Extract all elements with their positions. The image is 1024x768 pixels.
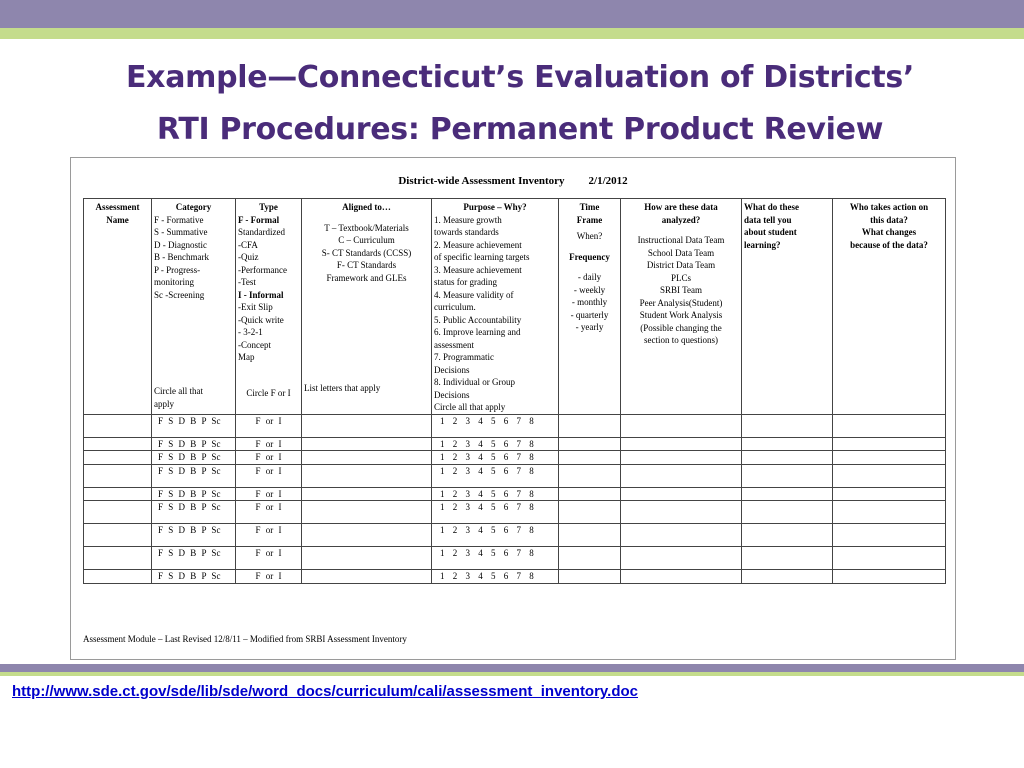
row-cell	[621, 487, 742, 501]
row-cell	[833, 414, 946, 437]
analyzed-item: District Data Team	[646, 260, 716, 270]
row-cell	[559, 547, 621, 570]
row-category-options: F S D B P Sc	[152, 414, 236, 437]
analyzed-list	[623, 234, 739, 347]
row-cell	[742, 451, 833, 465]
bottom-band	[0, 664, 1024, 672]
row-purpose-options: 1 2 3 4 5 6 7 8	[432, 501, 559, 524]
purpose-item: towards standards	[434, 227, 499, 237]
row-cell	[84, 570, 152, 584]
row-cell	[833, 547, 946, 570]
row-cell	[742, 524, 833, 547]
header-row	[84, 199, 946, 415]
col-time-frame: Time Frame When? Frequency - daily - weekly - monthly - quarterly - yearly	[559, 199, 621, 415]
purpose-item: Decisions	[434, 364, 470, 375]
aligned-item: F- CT Standards	[336, 260, 397, 270]
row-cell	[742, 437, 833, 451]
row-purpose-options: 1 2 3 4 5 6 7 8	[432, 524, 559, 547]
row-cell	[302, 451, 432, 465]
purpose-item: of specific learning targets	[434, 252, 530, 262]
row-cell	[621, 414, 742, 437]
row-cell	[833, 464, 946, 487]
purpose-list	[434, 214, 556, 402]
row-cell	[302, 501, 432, 524]
type-item: Standardized	[238, 227, 285, 237]
col-aligned: Aligned to… T – Textbook/Materials C – Curriculum S- CT Standards (CCSS) F- CT Standards Framework and GLEs List letters that apply	[302, 199, 432, 415]
purpose-item: 1. Measure growth	[434, 214, 502, 225]
table-row	[84, 437, 946, 451]
col-what-tell: What do these data tell you about student learning?	[742, 199, 833, 415]
source-link[interactable]: http://www.sde.ct.gov/sde/lib/sde/word_docs/curriculum/cali/assessment_inventory.doc	[12, 683, 639, 700]
row-type-options: F or I	[236, 547, 302, 570]
row-cell	[833, 487, 946, 501]
purpose-item: 4. Measure validity of	[434, 289, 514, 300]
row-category-options: F S D B P Sc	[152, 570, 236, 584]
row-cell	[833, 451, 946, 465]
row-purpose-options: 1 2 3 4 5 6 7 8	[432, 464, 559, 487]
type-item: - 3-2-1	[238, 327, 263, 337]
assessment-inventory-table	[83, 198, 946, 584]
row-cell	[84, 524, 152, 547]
table-row	[84, 547, 946, 570]
time-item: - monthly	[571, 297, 608, 307]
col-category: Category F - Formative S - Summative D - Diagnostic B - Benchmark P - Progress- monitoring Sc -Screening Circle all that apply	[152, 199, 236, 415]
row-type-options: F or I	[236, 487, 302, 501]
slide-title-line-2: RTI Procedures: Permanent Product Review	[156, 112, 884, 147]
time-list	[561, 230, 618, 334]
type-item: -CFA	[238, 239, 258, 250]
row-cell	[84, 547, 152, 570]
row-cell	[559, 487, 621, 501]
category-list	[154, 214, 233, 302]
top-band	[0, 0, 1024, 28]
aligned-list	[304, 222, 429, 285]
row-category-options: F S D B P Sc	[152, 501, 236, 524]
slide-title-line-1: Example—Connecticut’s Evaluation of Districts’	[125, 60, 915, 95]
row-cell	[742, 570, 833, 584]
row-cell	[84, 414, 152, 437]
time-item: - daily	[577, 272, 602, 282]
analyzed-item: Student Work Analysis	[639, 310, 723, 320]
row-cell	[742, 414, 833, 437]
inventory-rows	[84, 414, 946, 583]
row-cell	[742, 501, 833, 524]
row-cell	[559, 570, 621, 584]
row-purpose-options: 1 2 3 4 5 6 7 8	[432, 451, 559, 465]
row-cell	[833, 437, 946, 451]
row-cell	[84, 464, 152, 487]
aligned-item: Framework and GLEs	[326, 272, 407, 283]
row-type-options: F or I	[236, 437, 302, 451]
category-item: Sc -Screening	[154, 289, 205, 300]
aligned-item: C – Curriculum	[338, 235, 395, 245]
row-cell	[302, 570, 432, 584]
row-cell	[559, 501, 621, 524]
row-category-options: F S D B P Sc	[152, 451, 236, 465]
category-item: P - Progress-	[154, 264, 201, 275]
row-cell	[621, 547, 742, 570]
category-item: D - Diagnostic	[154, 239, 207, 250]
analyzed-item: (Possible changing the	[640, 322, 722, 333]
aligned-item: T – Textbook/Materials	[324, 222, 409, 233]
purpose-item: curriculum.	[434, 302, 476, 312]
category-item: monitoring	[154, 277, 194, 287]
table-row	[84, 501, 946, 524]
col-type: Type F - Formal Standardized -CFA -Quiz -Performance -Test I - Informal -Exit Slip -Quick write - 3-2-1 -Concept Map Circle F or I	[236, 199, 302, 415]
time-item: Frequency	[569, 251, 610, 262]
row-type-options: F or I	[236, 451, 302, 465]
row-cell	[621, 524, 742, 547]
type-item: -Test	[238, 277, 256, 287]
type-item: F - Formal	[238, 214, 280, 225]
top-accent-band	[0, 28, 1024, 39]
purpose-item: 8. Individual or Group	[434, 377, 515, 387]
row-category-options: F S D B P Sc	[152, 437, 236, 451]
row-cell	[559, 464, 621, 487]
row-type-options: F or I	[236, 524, 302, 547]
aligned-item: S- CT Standards (CCSS)	[321, 247, 412, 258]
table-row	[84, 464, 946, 487]
analyzed-item: PLCs	[670, 272, 691, 283]
row-cell	[621, 464, 742, 487]
table-row	[84, 487, 946, 501]
purpose-item: 7. Programmatic	[434, 352, 494, 362]
row-type-options: F or I	[236, 570, 302, 584]
row-cell	[833, 524, 946, 547]
row-cell	[84, 501, 152, 524]
time-item: When?	[576, 231, 603, 241]
row-category-options: F S D B P Sc	[152, 487, 236, 501]
row-cell	[621, 451, 742, 465]
table-row	[84, 570, 946, 584]
row-cell	[742, 487, 833, 501]
row-cell	[84, 437, 152, 451]
row-purpose-options: 1 2 3 4 5 6 7 8	[432, 414, 559, 437]
document-footer: Assessment Module – Last Revised 12/8/11 – Modified from SRBI Assessment Inventory	[83, 634, 407, 644]
type-item: -Concept	[238, 339, 271, 350]
row-category-options: F S D B P Sc	[152, 464, 236, 487]
time-item: - yearly	[575, 322, 604, 332]
type-item: -Quiz	[238, 252, 259, 262]
col-purpose: Purpose – Why? 1. Measure growth towards standards 2. Measure achievement of specific learning targets 3. Measure achievement status for grading 4. Measure validity of curriculum. 5. Public Accountability 6. Improve learning and assessment 7. Programmatic Decisions 8. Individual or Group Decisions Circle all that apply	[432, 199, 559, 415]
table-row	[84, 524, 946, 547]
row-cell	[833, 501, 946, 524]
time-item: - weekly	[573, 284, 606, 295]
time-item: - quarterly	[570, 309, 609, 320]
row-cell	[833, 570, 946, 584]
purpose-item: 3. Measure achievement	[434, 264, 522, 275]
col-assessment-name: Assessment Name	[84, 199, 152, 415]
row-cell	[302, 437, 432, 451]
row-category-options: F S D B P Sc	[152, 524, 236, 547]
row-cell	[742, 464, 833, 487]
type-item: -Quick write	[238, 314, 284, 325]
type-item: I - Informal	[238, 289, 284, 300]
category-item: F - Formative	[154, 214, 204, 225]
type-list	[238, 214, 299, 364]
row-purpose-options: 1 2 3 4 5 6 7 8	[432, 437, 559, 451]
analyzed-item: School Data Team	[647, 247, 715, 258]
type-item: Map	[238, 352, 255, 362]
bottom-accent-band	[0, 672, 1024, 676]
category-item: B - Benchmark	[154, 252, 209, 262]
document-image	[70, 157, 956, 660]
document-date: 2/1/2012	[588, 175, 628, 187]
row-cell	[559, 414, 621, 437]
row-cell	[302, 464, 432, 487]
purpose-item: status for grading	[434, 277, 497, 287]
analyzed-item: SRBI Team	[660, 285, 702, 295]
row-cell	[559, 437, 621, 451]
purpose-item: 2. Measure achievement	[434, 239, 522, 250]
table-row	[84, 414, 946, 437]
row-cell	[302, 487, 432, 501]
row-type-options: F or I	[236, 464, 302, 487]
row-type-options: F or I	[236, 501, 302, 524]
row-purpose-options: 1 2 3 4 5 6 7 8	[432, 570, 559, 584]
row-cell	[621, 437, 742, 451]
purpose-item: 5. Public Accountability	[434, 314, 522, 325]
row-cell	[559, 451, 621, 465]
row-cell	[302, 524, 432, 547]
document-title: District-wide Assessment Inventory 2/1/2012	[398, 175, 628, 187]
col-who-action: Who takes action on this data? What changes because of the data?	[833, 199, 946, 415]
analyzed-item: Peer Analysis(Student)	[639, 297, 723, 308]
type-item: -Performance	[238, 264, 287, 275]
row-category-options: F S D B P Sc	[152, 547, 236, 570]
row-cell	[621, 501, 742, 524]
slide-title	[20, 52, 1020, 156]
purpose-item: 6. Improve learning and	[434, 327, 521, 337]
purpose-item: assessment	[434, 339, 474, 350]
purpose-item: Decisions	[434, 389, 470, 400]
row-purpose-options: 1 2 3 4 5 6 7 8	[432, 487, 559, 501]
row-cell	[559, 524, 621, 547]
analyzed-item: section to questions)	[644, 335, 718, 345]
row-cell	[84, 451, 152, 465]
row-cell	[84, 487, 152, 501]
row-cell	[621, 570, 742, 584]
row-cell	[302, 547, 432, 570]
category-item: S - Summative	[154, 227, 208, 237]
row-purpose-options: 1 2 3 4 5 6 7 8	[432, 547, 559, 570]
col-how-analyzed: How are these data analyzed? Instructional Data Team School Data Team District Data Team PLCs SRBI Team Peer Analysis(Student) Student Work Analysis (Possible changing the section to questions)	[621, 199, 742, 415]
row-cell	[302, 414, 432, 437]
analyzed-item: Instructional Data Team	[637, 235, 725, 245]
row-type-options: F or I	[236, 414, 302, 437]
row-cell	[742, 547, 833, 570]
table-row	[84, 451, 946, 465]
type-item: -Exit Slip	[238, 302, 273, 312]
